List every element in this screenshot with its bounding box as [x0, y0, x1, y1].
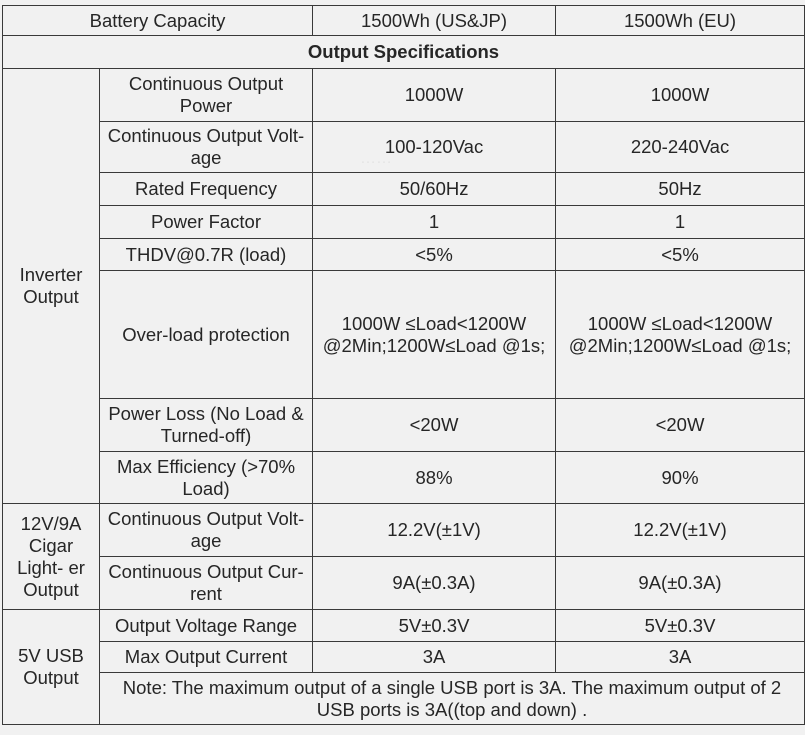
spec-value-eu: 3A: [556, 642, 805, 673]
battery-capacity-eu: 1500Wh (EU): [556, 6, 805, 36]
table-row: [3, 557, 805, 610]
spec-value-eu: 90%: [556, 452, 805, 504]
spec-label: Max Efficiency (>70% Load): [100, 452, 313, 504]
spec-value-eu: 1000W: [556, 69, 805, 122]
table-row: [3, 610, 805, 642]
usb-output-group-label: 5V USB Output: [3, 610, 100, 725]
spec-value-eu: 9A(±0.3A): [556, 557, 805, 610]
spec-value-eu: 12.2V(±1V): [556, 504, 805, 557]
output-spec-table: [2, 5, 805, 725]
spec-value-us-jp: 50/60Hz: [313, 173, 556, 206]
spec-label: Continuous Output Volt- age: [100, 122, 313, 173]
spec-label: Rated Frequency: [100, 173, 313, 206]
usb-note: Note: The maximum output of a single USB port is 3A. The maximum output of 2 USB ports is 3A((top and down) .: [100, 673, 805, 725]
battery-capacity-us-jp: 1500Wh (US&JP): [313, 6, 556, 36]
spec-label: Over-load protection: [100, 271, 313, 399]
spec-label: Output Voltage Range: [100, 610, 313, 642]
table-row: [3, 173, 805, 206]
spec-value-us-jp: 1000W ≤Load<1200W @2Min;1200W≤Load @1s;: [313, 271, 556, 399]
section-heading-row: [3, 36, 805, 69]
spec-label: Continuous Output Cur- rent: [100, 557, 313, 610]
battery-capacity-row: [3, 6, 805, 36]
table-row: [3, 122, 805, 173]
table-row: [3, 504, 805, 557]
spec-label: Continuous Output Power: [100, 69, 313, 122]
battery-capacity-label: Battery Capacity: [3, 6, 313, 36]
spec-value-us-jp: <20W: [313, 399, 556, 452]
spec-value-us-jp: 5V±0.3V: [313, 610, 556, 642]
table-row: [3, 673, 805, 725]
spec-value-eu: 1000W ≤Load<1200W @2Min;1200W≤Load @1s;: [556, 271, 805, 399]
spec-label: Max Output Current: [100, 642, 313, 673]
spec-label: THDV@0.7R (load): [100, 239, 313, 271]
spec-value-eu: <20W: [556, 399, 805, 452]
table-row: [3, 452, 805, 504]
spec-label: Continuous Output Volt- age: [100, 504, 313, 557]
spec-value-us-jp: 88%: [313, 452, 556, 504]
spec-value-us-jp: 3A: [313, 642, 556, 673]
table-row: [3, 642, 805, 673]
spec-value-us-jp: 12.2V(±1V): [313, 504, 556, 557]
spec-value-us-jp: 1: [313, 206, 556, 239]
inverter-output-group-label: Inverter Output: [3, 69, 100, 504]
table-row: [3, 399, 805, 452]
table-row: [3, 69, 805, 122]
spec-value-eu: 5V±0.3V: [556, 610, 805, 642]
cigar-output-group-label: 12V/9A Cigar Light- er Output: [3, 504, 100, 610]
table-row: [3, 271, 805, 399]
table-row: [3, 206, 805, 239]
spec-value-eu: 1: [556, 206, 805, 239]
spec-label: Power Factor: [100, 206, 313, 239]
spec-value-us-jp: 100-120Vac: [313, 122, 556, 173]
output-spec-heading: Output Specifications: [3, 36, 805, 69]
spec-value-us-jp: <5%: [313, 239, 556, 271]
spec-value-us-jp: 9A(±0.3A): [313, 557, 556, 610]
spec-value-us-jp: 1000W: [313, 69, 556, 122]
spec-label: Power Loss (No Load & Turned-off): [100, 399, 313, 452]
spec-value-eu: 220-240Vac: [556, 122, 805, 173]
spec-value-eu: 50Hz: [556, 173, 805, 206]
table-row: [3, 239, 805, 271]
spec-value-eu: <5%: [556, 239, 805, 271]
